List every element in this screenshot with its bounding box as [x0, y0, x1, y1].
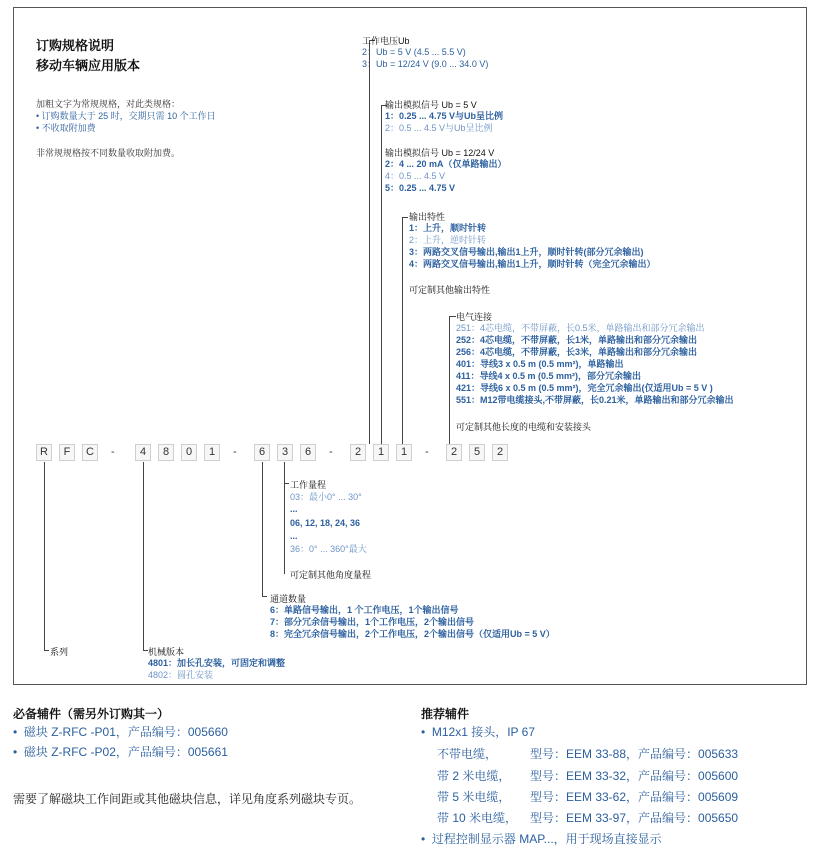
connection-item-6: 421：导线6 x 0.5 m (0.5 mm²)，完全冗余输出(仅适用Ub = 5 V )	[456, 383, 713, 393]
code-dash: -	[233, 446, 237, 458]
connection-footer: 可定制其他长度的电缆和安装接头	[456, 422, 592, 432]
code-char: 5	[469, 444, 485, 461]
line-supply	[369, 40, 370, 444]
code-char: 6	[254, 444, 270, 461]
required-item-1: • 磁块 Z-RFC -P01，产品编号：005660	[13, 725, 228, 739]
range-footer: 可定制其他角度量程	[290, 570, 372, 580]
connection-item-2: 252：4芯电缆，不带屏蔽，长1米，单路输出和部分冗余输出	[456, 335, 698, 345]
supply-item-1: 2：Ub = 5 V (4.5 ... 5.5 V)	[362, 47, 466, 57]
page-title: 订购规格说明	[36, 38, 115, 53]
cable-row: 带 2 米电缆， 型号：EEM 33-32，产品编号：005600	[437, 769, 739, 783]
code-char: R	[36, 444, 52, 461]
mech-heading: 机械版本	[148, 647, 185, 657]
line-series-tick	[44, 650, 49, 651]
note-bullet-2: • 不收取附加费	[36, 123, 96, 133]
line-channels	[262, 462, 263, 596]
code-char: 1	[373, 444, 389, 461]
range-item-2: ...	[290, 504, 298, 514]
cable-row: 不带电缆， 型号：EEM 33-88，产品编号：005633	[437, 747, 739, 761]
analog5-heading: 输出模拟信号 Ub = 5 V	[385, 100, 477, 110]
channels-item-1: 6：单路信号输出，1 个工作电压，1个输出信号	[270, 605, 459, 615]
page-subtitle: 移动车辆应用版本	[36, 58, 141, 73]
range-heading: 工作量程	[290, 480, 327, 490]
line-characteristic	[402, 217, 403, 444]
analog24-item-2: 4：0.5 ... 4.5 V	[385, 171, 446, 181]
code-dash: -	[111, 446, 115, 458]
analog5-item-2: 2：0.5 ... 4.5 V与Ub呈比例	[385, 123, 493, 133]
note-bullet-1: • 订购数量大于 25 时，交期只需 10 个工作日	[36, 111, 216, 121]
characteristic-item-2: 2：上升，逆时针转	[409, 235, 487, 245]
analog24-item-3: 5：0.25 ... 4.75 V	[385, 183, 456, 193]
connection-item-4: 401：导线3 x 0.5 m (0.5 mm²)，单路输出	[456, 359, 624, 369]
characteristic-item-1: 1：上升，顺时针转	[409, 223, 487, 233]
connection-item-5: 411：导线4 x 0.5 m (0.5 mm²)，部分冗余输出	[456, 371, 642, 381]
analog24-heading: 输出模拟信号 Ub = 12/24 V	[385, 148, 495, 158]
recommended-display: • 过程控制显示器 MAP...，用于现场直接显示	[421, 832, 662, 846]
code-char: 1	[204, 444, 220, 461]
code-dash: -	[329, 446, 333, 458]
code-char: 2	[446, 444, 462, 461]
code-char: 0	[181, 444, 197, 461]
required-accessories-title: 必备辅件（需另外订购其一）	[13, 707, 170, 721]
channels-item-2: 7：部分冗余信号输出，1个工作电压，2个输出信号	[270, 617, 475, 627]
characteristic-heading: 输出特性	[409, 212, 446, 222]
analog5-item-1: 1：0.25 ... 4.75 V与Ub呈比例	[385, 111, 504, 121]
channels-heading: 通道数量	[270, 594, 307, 604]
code-char: 2	[350, 444, 366, 461]
supply-heading: 工作电压Ub	[362, 36, 410, 46]
code-char: 3	[277, 444, 293, 461]
channels-item-3: 8：完全冗余信号输出，2个工作电压，2个输出信号（仅适用Ub = 5 V）	[270, 629, 555, 639]
line-connection	[449, 316, 450, 444]
recommended-connector: • M12x1 接头，IP 67	[421, 725, 536, 739]
range-item-4: ...	[290, 531, 298, 541]
characteristic-footer: 可定制其他输出特性	[409, 285, 491, 295]
code-char: 1	[396, 444, 412, 461]
line-range	[284, 462, 285, 574]
required-item-2: • 磁块 Z-RFC -P02，产品编号：005661	[13, 745, 228, 759]
cable-row: 带 10 米电缆， 型号：EEM 33-97，产品编号：005650	[437, 811, 739, 825]
mech-item-2: 4802：圆孔安装	[148, 670, 214, 680]
required-note: 需要了解磁块工作间距或其他磁块信息，详见角度系列磁块专页。	[13, 792, 362, 806]
connection-item-7: 551：M12带电缆接头,不带屏蔽，长0.21米，单路输出和部分冗余输出	[456, 395, 734, 405]
range-item-3: 06, 12, 18, 24, 36	[290, 518, 361, 528]
code-char: 2	[492, 444, 508, 461]
line-range-tick	[284, 483, 289, 484]
connection-heading: 电气连接	[456, 312, 493, 322]
analog24-item-1: 2：4 ... 20 mA（仅单路输出）	[385, 159, 507, 169]
characteristic-item-3: 3：两路交叉信号输出,输出1上升，顺时针转(部分冗余输出)	[409, 247, 644, 257]
recommended-accessories-title: 推荐辅件	[421, 707, 470, 721]
note-intro: 加粗文字为常规规格，对此类规格：	[36, 99, 181, 109]
range-item-5: 36：0° ... 360°最大	[290, 544, 367, 554]
line-mech	[143, 462, 144, 650]
supply-item-2: 3：Ub = 12/24 V (9.0 ... 34.0 V)	[362, 59, 489, 69]
code-char: 6	[300, 444, 316, 461]
range-item-1: 03：最小0° ... 30°	[290, 492, 362, 502]
line-series	[44, 462, 45, 650]
mech-item-1: 4801：加长孔安装，可固定和调整	[148, 658, 286, 668]
code-char: 4	[135, 444, 151, 461]
code-char: C	[82, 444, 98, 461]
cable-row: 带 5 米电缆， 型号：EEM 33-62，产品编号：005609	[437, 790, 739, 804]
series-heading: 系列	[50, 647, 69, 657]
code-char: F	[59, 444, 75, 461]
characteristic-item-4: 4：两路交叉信号输出,输出1上升，顺时针转（完全冗余输出）	[409, 259, 656, 269]
code-char: 8	[158, 444, 174, 461]
line-characteristic-tick	[402, 217, 408, 218]
connection-item-1: 251：4芯电缆，不带屏蔽，长0.5米，单路输出和部分冗余输出	[456, 323, 705, 333]
note-extra: 非常规规格按不同数量收取附加费。	[36, 148, 181, 158]
line-connection-tick	[449, 316, 456, 317]
line-channels-tick	[262, 596, 267, 597]
code-dash: -	[425, 446, 429, 458]
line-analog	[381, 105, 382, 444]
connection-item-3: 256：4芯电缆，不带屏蔽，长3米，单路输出和部分冗余输出	[456, 347, 698, 357]
